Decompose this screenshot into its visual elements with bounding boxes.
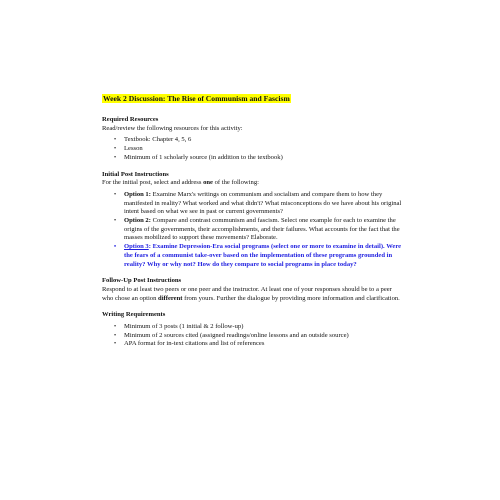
bullet-icon: • bbox=[114, 341, 117, 348]
followup-text: Respond to at least two peers or one peer and the instructor. At least one of your responses should be to a peer who chose an option different from yours. Further the dialogue by providing more information and clarification. bbox=[102, 285, 400, 302]
option-3-item bbox=[114, 243, 402, 269]
option-3-label: Option 3 bbox=[124, 243, 149, 251]
bullet-icon: • bbox=[114, 137, 117, 144]
options-list bbox=[102, 191, 402, 269]
bullet-icon: • bbox=[114, 191, 117, 198]
document-title: Week 2 Discussion: The Rise of Communism and Fascism bbox=[103, 94, 290, 103]
initial-post-heading: Initial Post Instructions bbox=[102, 170, 169, 178]
option-3-text: : Examine Depression-Era social programs (select one or more to examine in detail). Were the fears of a communist take-over based on the implementation of these programs grounded in reality? Why or why not? How do they compare to social programs in place today? bbox=[124, 243, 402, 268]
option-1-text: Examine Marx's writings on communism and socialism and compare them to how they manifested in reality? What worked and what didn't? What misconceptions do we have about his original intent based on what we see in past or current governments? bbox=[124, 190, 402, 216]
list-item: • Textbook: Chapter 4, 5, 6 bbox=[114, 136, 192, 144]
document-body bbox=[102, 94, 402, 349]
writing-requirements-heading: Writing Requirements bbox=[102, 311, 166, 319]
required-resources-section bbox=[102, 116, 402, 163]
bullet-icon: • bbox=[114, 244, 117, 251]
writing-requirements-section bbox=[102, 311, 402, 349]
bullet-icon: • bbox=[114, 324, 117, 331]
bullet-icon: • bbox=[114, 146, 117, 153]
list-item: • Minimum of 1 scholarly source (in addition to the textbook) bbox=[114, 153, 283, 161]
option-2-text: Compare and contrast communism and fascism. Select one example for each to examine the origins of the governments, their accomplishments, and their failures. What accounts for the fact that the masses mobilized to support these movements? Elaborate. bbox=[124, 217, 400, 242]
required-resources-heading: Required Resources bbox=[102, 116, 159, 123]
initial-post-intro: For the initial post, select and address one of the following: bbox=[102, 179, 259, 187]
list-item: • APA format for in-text citations and list of references bbox=[114, 340, 265, 348]
required-resources-list bbox=[102, 136, 402, 162]
list-item: • Minimum of 2 sources cited (assigned readings/online lessons and an outside source) bbox=[114, 331, 349, 339]
option-1-label: Option 1: bbox=[124, 190, 151, 198]
writing-requirements-list bbox=[102, 323, 402, 349]
bullet-icon: • bbox=[114, 332, 117, 339]
list-item: • Lesson bbox=[114, 145, 143, 153]
list-item: • Minimum of 3 posts (1 initial & 2 follow-up) bbox=[114, 323, 244, 331]
followup-heading: Follow-Up Post Instructions bbox=[102, 277, 182, 285]
bullet-icon: • bbox=[114, 154, 117, 161]
followup-section bbox=[102, 277, 402, 303]
initial-post-section bbox=[102, 171, 402, 270]
option-2-item bbox=[114, 217, 402, 243]
required-resources-intro: Read/review the following resources for this activity: bbox=[102, 124, 243, 132]
option-1-item bbox=[114, 190, 402, 217]
bullet-icon: • bbox=[114, 218, 117, 225]
option-2-label: Option 2: bbox=[124, 217, 151, 225]
